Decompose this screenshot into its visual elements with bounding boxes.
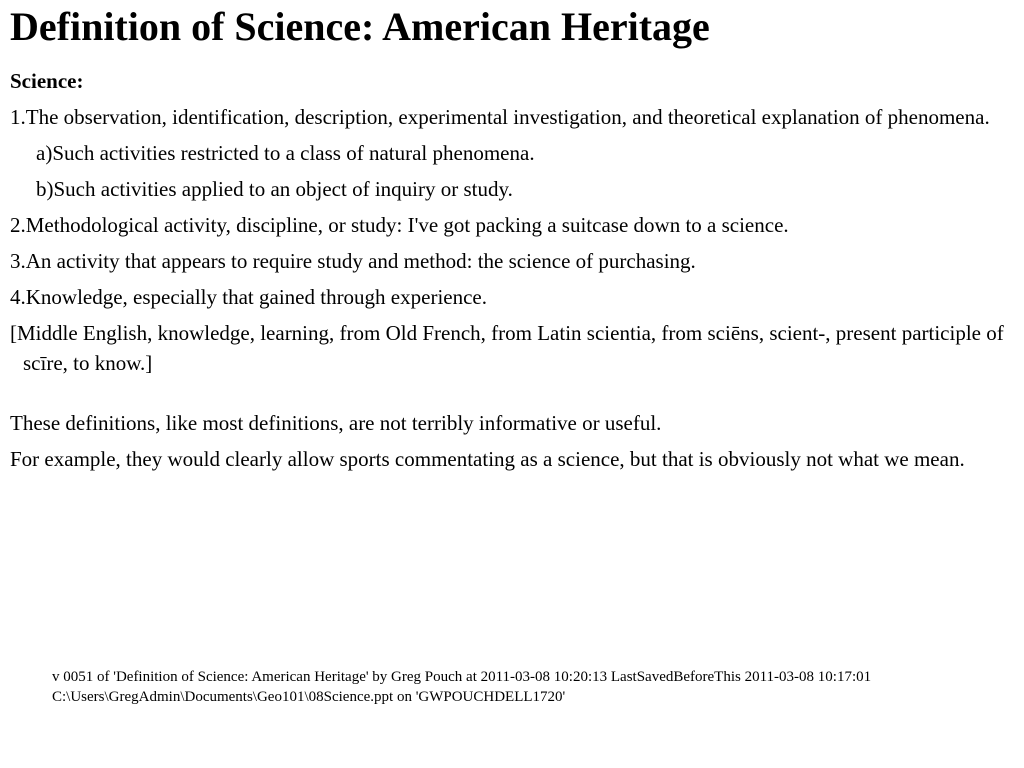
footer-version-line: v 0051 of 'Definition of Science: American Heritage' by Greg Pouch at 2011-03-08 10:20:13 LastSavedBeforeThis 2011-03-08 10:17:01 [52, 669, 872, 685]
etymology: [Middle English, knowledge, learning, from Old French, from Latin scientia, from sciēns, scient-, present participle of scīre, to know.] [10, 321, 1004, 375]
definition-3: 3.An activity that appears to require study and method: the science of purchasing. [10, 249, 696, 273]
term-label: Science: [10, 69, 84, 93]
commentary-2: For example, they would clearly allow sports commentating as a science, but that is obviously not what we mean. [10, 447, 965, 471]
definition-2: 2.Methodological activity, discipline, or study: I've got packing a suitcase down to a science. [10, 213, 789, 237]
definition-1: 1.The observation, identification, description, experimental investigation, and theoretical explanation of phenomena. [10, 105, 990, 129]
spacer [10, 384, 1018, 408]
definition-1b: b)Such activities applied to an object of inquiry or study. [36, 177, 513, 201]
definition-1a: a)Such activities restricted to a class of natural phenomena. [36, 141, 535, 165]
slide-title: Definition of Science: American Heritage [10, 4, 710, 49]
commentary-1: These definitions, like most definitions, are not terribly informative or useful. [10, 411, 662, 435]
footer-path-line: C:\Users\GregAdmin\Documents\Geo101\08Science.ppt on 'GWPOUCHDELL1720' [52, 689, 566, 705]
slide-footer [52, 667, 871, 707]
slide-body [10, 66, 1018, 480]
definition-4: 4.Knowledge, especially that gained through experience. [10, 285, 487, 309]
